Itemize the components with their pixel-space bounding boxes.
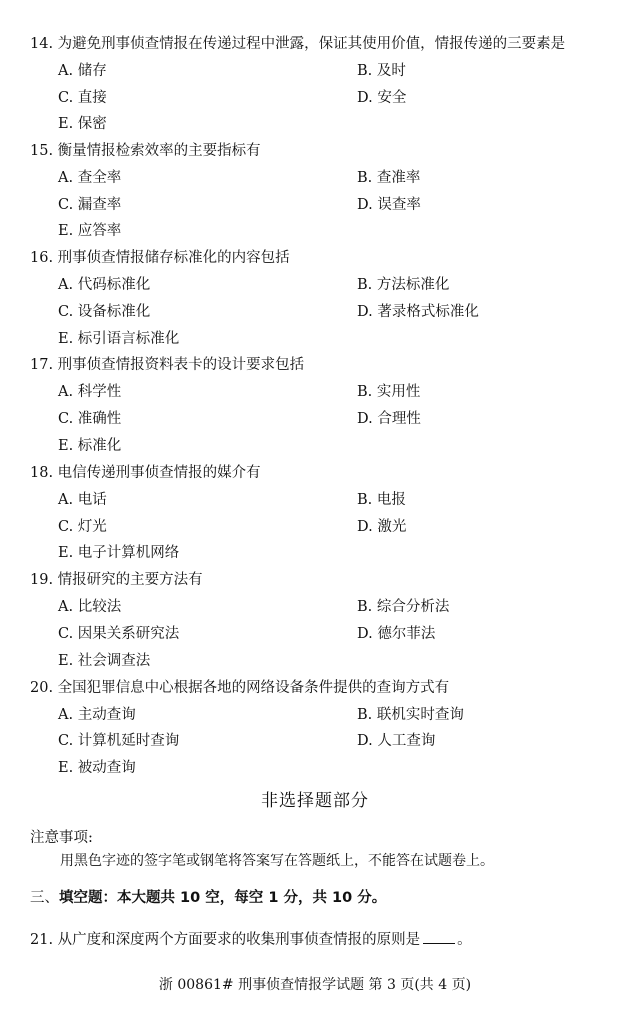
question-20-stem: 20. 全国犯罪信息中心根据各地的网络设备条件提供的查询方式有 <box>30 680 450 696</box>
question-14-option-c: C. 直接 <box>58 90 107 106</box>
question-19-option-a: A. 比较法 <box>58 599 122 615</box>
question-18-option-a: A. 电话 <box>58 492 107 508</box>
answer-blank <box>423 930 455 944</box>
question-15-option-d: D. 误查率 <box>357 197 421 213</box>
question-17-option-b: B. 实用性 <box>357 384 421 400</box>
question-16-option-a: A. 代码标准化 <box>58 277 151 293</box>
question-17-option-d: D. 合理性 <box>357 411 421 427</box>
question-20-option-e: E. 被动查询 <box>58 760 136 776</box>
question-20-option-c: C. 计算机延时查询 <box>58 733 180 749</box>
question-17-option-e: E. 标准化 <box>58 438 122 454</box>
question-16-option-e: E. 标引语言标准化 <box>58 331 180 347</box>
question-14-option-b: B. 及时 <box>357 63 406 79</box>
fill-in-number: 三、 <box>30 890 59 906</box>
question-16-stem: 16. 刑事侦查情报储存标准化的内容包括 <box>30 250 290 266</box>
section-title: 非选择题部分 <box>261 791 369 811</box>
fill-in-heading-text: 填空题：本大题共 10 空，每空 1 分，共 10 分。 <box>59 890 387 906</box>
question-19-option-c: C. 因果关系研究法 <box>58 626 180 642</box>
question-18-option-b: B. 电报 <box>357 492 406 508</box>
question-15-option-a: A. 查全率 <box>58 170 122 186</box>
question-17-option-a: A. 科学性 <box>58 384 122 400</box>
question-17-option-c: C. 准确性 <box>58 411 122 427</box>
question-20-option-b: B. 联机实时查询 <box>357 707 464 723</box>
question-21 <box>30 928 472 949</box>
page-footer: 浙 00861# 刑事侦查情报学试题 第 3 页(共 4 页) <box>158 977 472 993</box>
question-21-end: 。 <box>457 932 472 948</box>
question-16-option-d: D. 著录格式标准化 <box>357 304 479 320</box>
question-18-option-d: D. 激光 <box>357 519 407 535</box>
notice-label: 注意事项: <box>30 830 93 846</box>
question-15-stem: 15. 衡量情报检索效率的主要指标有 <box>30 143 261 159</box>
question-19-option-b: B. 综合分析法 <box>357 599 450 615</box>
fill-in-heading <box>30 886 386 907</box>
question-20-option-d: D. 人工查询 <box>357 733 436 749</box>
question-14-option-d: D. 安全 <box>357 90 407 106</box>
question-19-option-e: E. 社会调查法 <box>58 653 151 669</box>
question-16-option-c: C. 设备标准化 <box>58 304 151 320</box>
question-16-option-b: B. 方法标准化 <box>357 277 450 293</box>
question-18-stem: 18. 电信传递刑事侦查情报的媒介有 <box>30 465 261 481</box>
question-15-option-e: E. 应答率 <box>58 223 122 239</box>
question-17-stem: 17. 刑事侦查情报资料表卡的设计要求包括 <box>30 357 305 373</box>
question-15-option-b: B. 查准率 <box>357 170 421 186</box>
question-15-option-c: C. 漏查率 <box>58 197 122 213</box>
question-14-option-a: A. 储存 <box>58 63 107 79</box>
question-18-option-e: E. 电子计算机网络 <box>58 545 180 561</box>
notice-text: 用黑色字迹的签字笔或钢笔将答案写在答题纸上，不能答在试题卷上。 <box>60 853 494 869</box>
question-18-option-c: C. 灯光 <box>58 519 107 535</box>
question-19-option-d: D. 德尔菲法 <box>357 626 436 642</box>
question-14-stem: 14. 为避免刑事侦查情报在传递过程中泄露，保证其使用价值，情报传递的三要素是 <box>30 36 566 52</box>
question-21-stem: 21. 从广度和深度两个方面要求的收集刑事侦查情报的原则是 <box>30 932 421 948</box>
question-14-option-e: E. 保密 <box>58 116 107 132</box>
question-19-stem: 19. 情报研究的主要方法有 <box>30 572 203 588</box>
question-20-option-a: A. 主动查询 <box>58 707 136 723</box>
